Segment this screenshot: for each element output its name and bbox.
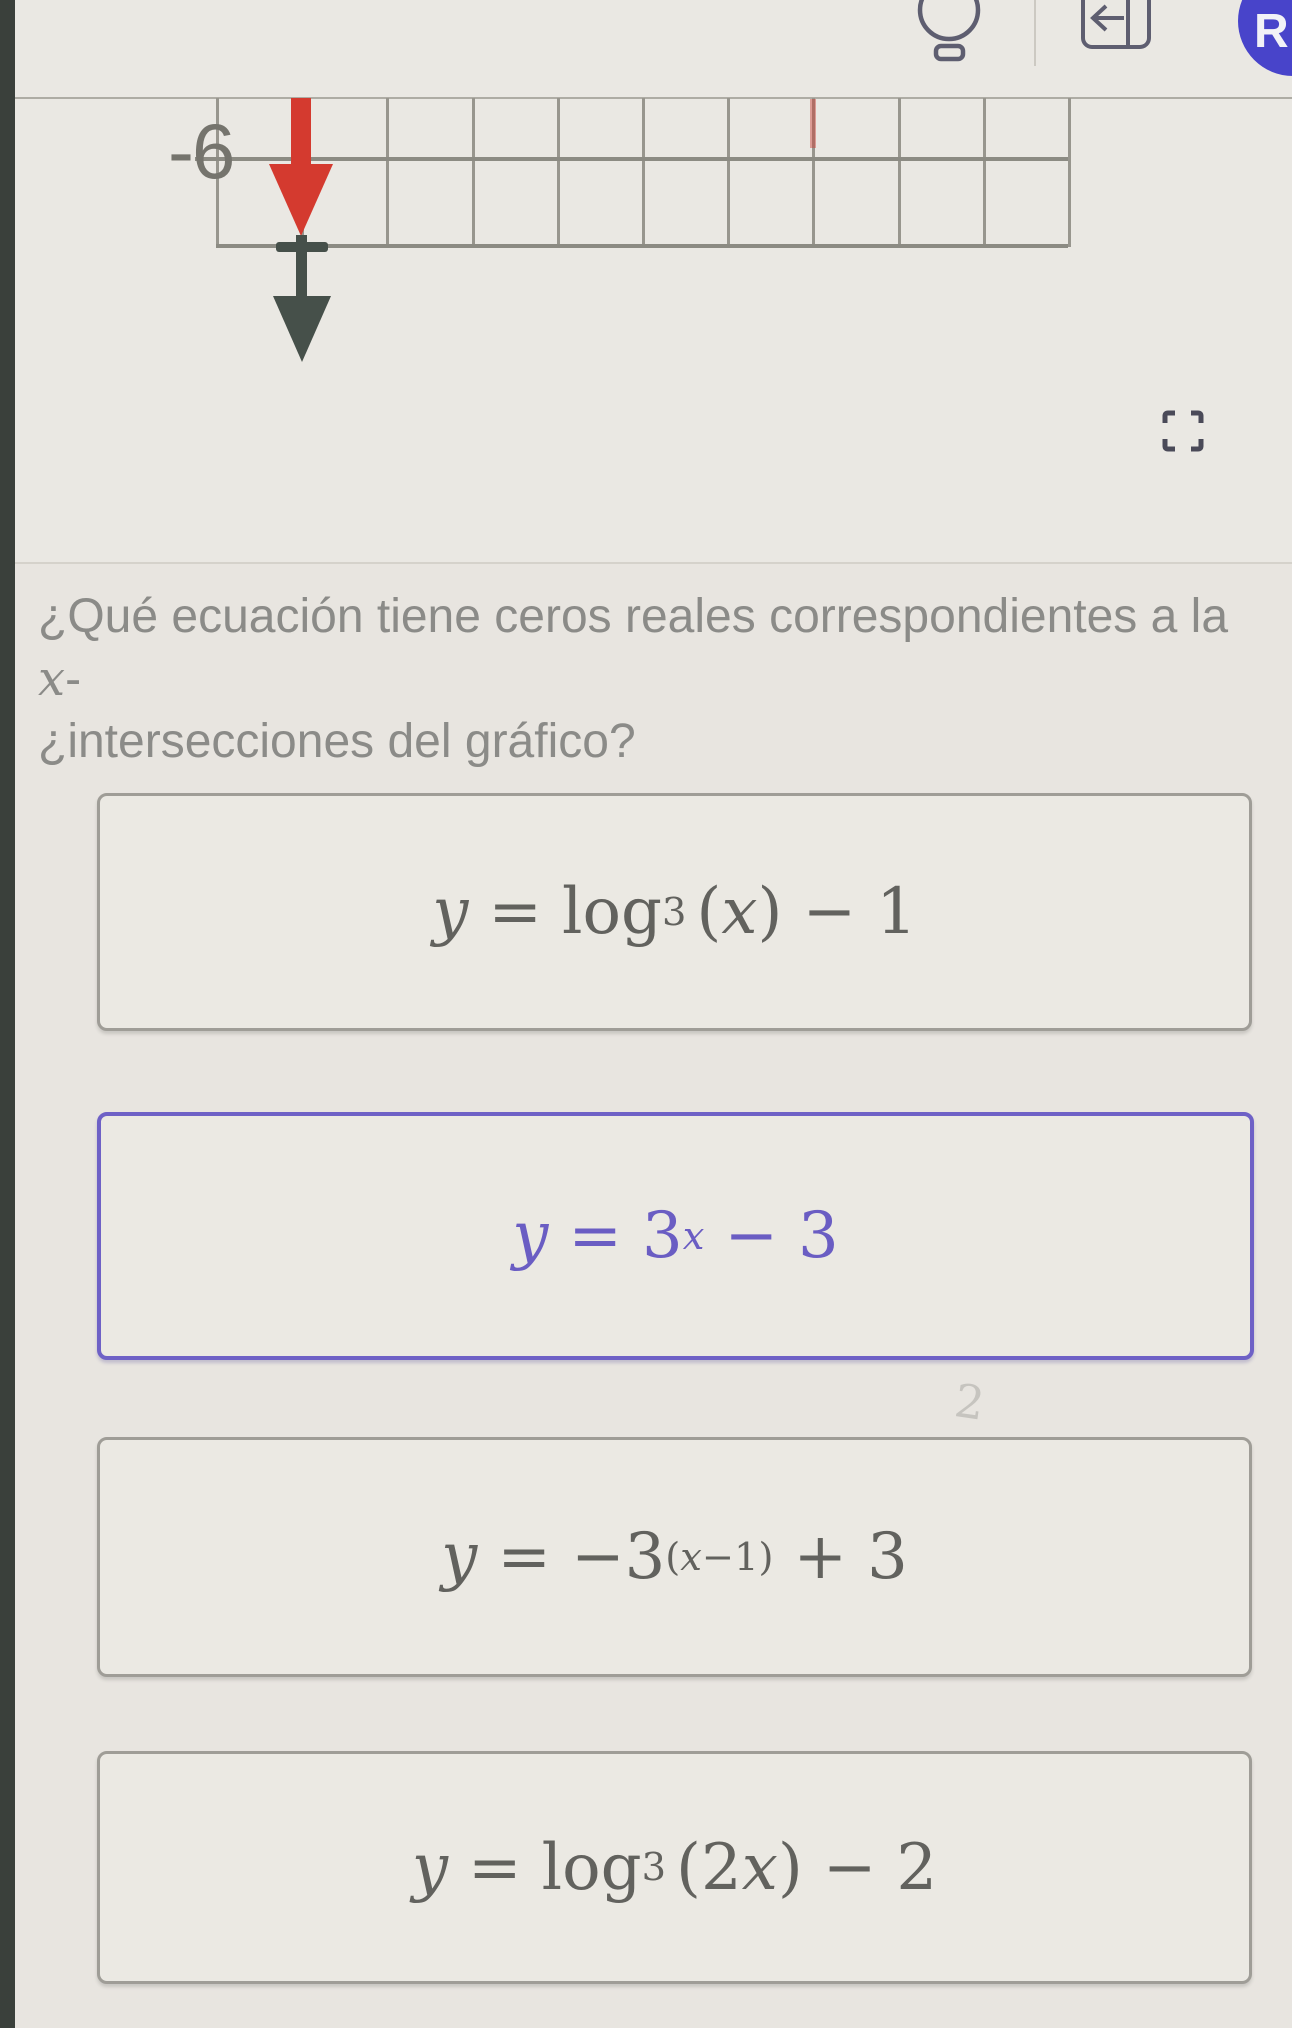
- equation-segment: −: [822, 1830, 877, 1905]
- equation-segment: +: [793, 1520, 848, 1594]
- equation-segment: −: [802, 875, 857, 949]
- equation-segment: log: [541, 1830, 642, 1905]
- curve-segment-faint: [810, 99, 816, 148]
- equation-segment: −3: [570, 1520, 666, 1594]
- question-line1-prefix: ¿Qué ecuación tiene ceros reales correspondientes a la: [38, 590, 1229, 643]
- equation-segment: x: [741, 1830, 778, 1905]
- gridline-vertical: [557, 98, 560, 247]
- question-line2: ¿intersecciones del gráfico?: [38, 715, 636, 768]
- toolbar-divider: [1034, 0, 1036, 66]
- equation-segment: x: [721, 875, 758, 949]
- equation-segment: ): [777, 1830, 803, 1905]
- gridline-vertical: [642, 98, 645, 247]
- equation-segment: (: [696, 875, 722, 949]
- y-axis-label: -6: [168, 107, 234, 195]
- screen-edge-strip: [0, 0, 15, 2028]
- equation-segment: y: [441, 1520, 478, 1594]
- question-line1-suffix: -: [65, 653, 82, 706]
- equation-segment: =: [497, 1520, 551, 1594]
- gridline-vertical: [898, 98, 901, 247]
- gridline-y-neg6: [195, 157, 1068, 161]
- answer-option-3powx-minus-3[interactable]: [97, 1112, 1254, 1360]
- y-axis-arrow-icon: [273, 296, 331, 362]
- equation-segment: 3: [798, 1199, 839, 1273]
- gridline-vertical: [386, 98, 389, 247]
- fullscreen-icon[interactable]: [1160, 408, 1206, 454]
- curve-arrow-head: [269, 164, 333, 236]
- graph-top-gridline: [15, 97, 1292, 99]
- user-avatar[interactable]: [1238, 0, 1292, 76]
- equation-segment: −1): [701, 1534, 774, 1580]
- equation-segment: 3: [642, 1199, 683, 1273]
- collapse-panel-icon[interactable]: [1080, 0, 1154, 52]
- equation-segment: −: [724, 1199, 779, 1273]
- equation-segment: log: [562, 875, 662, 949]
- equation-segment: (: [676, 1830, 702, 1905]
- equation-segment: y: [411, 1830, 449, 1905]
- equation-segment: 2: [896, 1830, 938, 1905]
- equation-segment: y: [512, 1199, 549, 1273]
- avatar-initial: R: [1254, 5, 1289, 58]
- equation-segment: ): [757, 875, 783, 949]
- equation-segment: y: [432, 875, 469, 949]
- gridline-vertical: [983, 98, 986, 247]
- graph-panel: [0, 0, 1292, 564]
- equation-segment: =: [568, 1199, 623, 1273]
- equation-segment: =: [468, 1830, 522, 1905]
- equation-segment: (: [665, 1534, 681, 1580]
- equation-segment: 3: [641, 1845, 667, 1890]
- equation-segment: 2: [701, 1830, 742, 1905]
- question-text: [38, 586, 1268, 773]
- gridline-bottom: [216, 244, 1068, 248]
- equation-segment: 3: [661, 889, 687, 935]
- y-axis-line: [296, 235, 307, 299]
- answer-option-log3x-minus-1[interactable]: [97, 793, 1252, 1031]
- question-math-x: x: [38, 651, 66, 707]
- hint-lightbulb-icon[interactable]: [905, 0, 991, 68]
- equation-segment: 1: [876, 875, 917, 949]
- gridline-vertical: [727, 98, 730, 247]
- gridline-vertical: [1068, 98, 1071, 247]
- answer-option-neg3pow-xminus1-plus-3[interactable]: [97, 1437, 1252, 1677]
- curve-arrow-shaft: [291, 98, 311, 170]
- equation-segment: x: [680, 1534, 702, 1580]
- screen-smudge-2: 2: [951, 1373, 988, 1431]
- gridline-vertical: [472, 98, 475, 247]
- equation-segment: x: [682, 1213, 705, 1259]
- answer-option-log3-2x-minus-2[interactable]: [97, 1751, 1252, 1984]
- equation-segment: =: [488, 875, 542, 949]
- equation-segment: 3: [867, 1520, 908, 1594]
